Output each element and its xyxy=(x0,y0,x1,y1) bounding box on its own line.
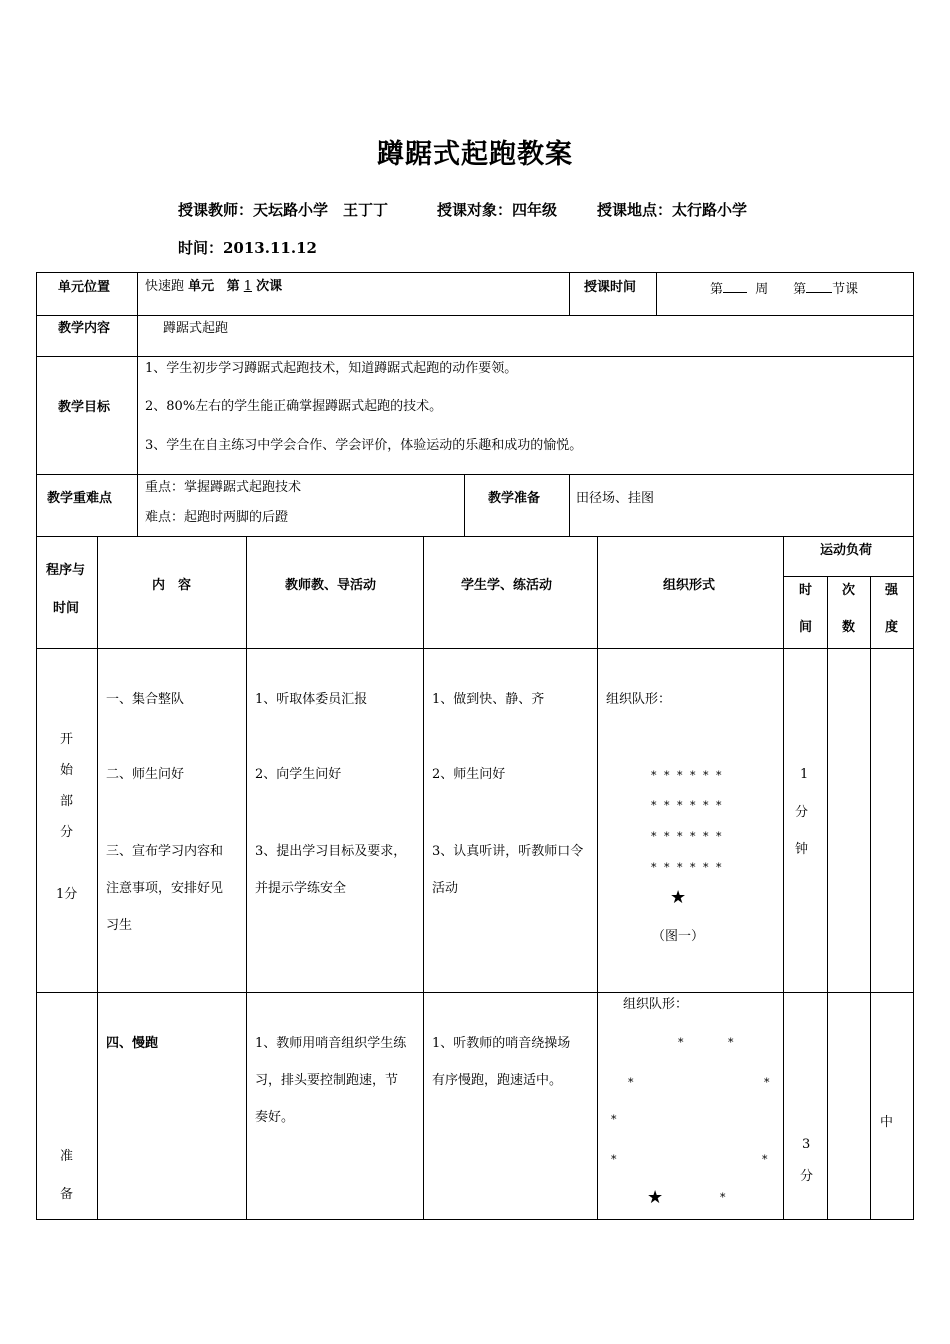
section2-teacher: 1、教师用哨音组织学生练 xyxy=(255,1036,407,1051)
section2-org-label: 组织队形： xyxy=(623,997,689,1012)
header-procedure: 程序与 xyxy=(46,563,86,578)
runner-dot: * xyxy=(678,1036,684,1049)
header-load-count: 数 xyxy=(842,620,856,635)
runner-dot: * xyxy=(611,1153,617,1166)
section1-org-label: 组织队形： xyxy=(606,692,672,707)
prep-label: 教学准备 xyxy=(488,491,541,506)
class-time-value: 第 周 第 节课 xyxy=(710,282,859,297)
teacher-info: 授课教师：天坛路小学 王丁丁 xyxy=(178,201,389,219)
target-info: 授课对象：四年级 xyxy=(437,201,558,219)
header-load-intensity: 度 xyxy=(885,620,899,635)
section1-teacher: 并提示学练安全 xyxy=(255,881,347,896)
header-content: 内 容 xyxy=(152,578,192,593)
section1-duration: 1分 xyxy=(56,887,78,902)
runner-dot: * xyxy=(628,1076,634,1089)
runner-dot: * xyxy=(611,1113,617,1126)
key-point: 重点：掌握蹲踞式起跑技术 xyxy=(145,480,302,495)
section1-label: 部 xyxy=(60,794,74,809)
section2-teacher: 奏好。 xyxy=(255,1110,295,1125)
section1-label: 始 xyxy=(60,763,74,778)
section1-content: 三、宣布学习内容和 xyxy=(106,844,224,859)
formation-row: * * * * * * xyxy=(651,861,724,874)
header-organization: 组织形式 xyxy=(663,578,716,593)
hard-point: 难点：起跑时两脚的后蹬 xyxy=(145,510,289,525)
header-load-time: 间 xyxy=(799,620,813,635)
class-time-label: 授课时间 xyxy=(584,280,637,295)
formation-row: * * * * * * xyxy=(651,799,724,812)
section2-teacher: 习，排头要控制跑速，节 xyxy=(255,1073,399,1088)
teacher-star-icon: ★ xyxy=(670,887,687,908)
unit-value: 快速跑 单元 第 1 次课 xyxy=(145,279,283,294)
content-value: 蹲踞式起跑 xyxy=(163,321,229,336)
unit-label: 单元位置 xyxy=(58,280,111,295)
formation-row: * * * * * * xyxy=(651,769,724,782)
section1-student: 1、做到快、静、齐 xyxy=(432,692,545,707)
goal-item: 2、80%左右的学生能正确掌握蹲踞式起跑的技术。 xyxy=(145,399,443,414)
location-info: 授课地点：太行路小学 xyxy=(597,201,748,219)
section2-content: 四、慢跑 xyxy=(106,1036,159,1051)
section1-label: 开 xyxy=(60,732,74,747)
page-title: 蹲踞式起跑教案 xyxy=(377,139,573,170)
section2-label: 准 xyxy=(60,1149,74,1164)
section1-label: 分 xyxy=(60,825,74,840)
section1-student: 2、师生问好 xyxy=(432,767,506,782)
header-load-intensity: 强 xyxy=(885,583,899,598)
section2-time: 分 xyxy=(800,1169,814,1184)
header-load-count: 次 xyxy=(842,583,856,598)
section1-student: 活动 xyxy=(432,881,459,896)
section1-time: 分 xyxy=(795,805,809,820)
teacher-star-icon: ★ xyxy=(647,1187,664,1208)
figure-caption: （图一） xyxy=(652,929,705,944)
time-info: 时间：2013.11.12 xyxy=(178,239,317,257)
goal-item: 3、学生在自主练习中学会合作、学会评价，体验运动的乐趣和成功的愉悦。 xyxy=(145,438,583,453)
section1-content: 二、师生问好 xyxy=(106,767,185,782)
section2-label: 备 xyxy=(60,1187,74,1202)
header-student: 学生学、练活动 xyxy=(461,578,553,593)
section1-time: 1 xyxy=(800,767,809,782)
runner-dot: * xyxy=(728,1036,734,1049)
runner-dot: * xyxy=(764,1076,770,1089)
header-load-time: 时 xyxy=(799,583,813,598)
formation-row: * * * * * * xyxy=(651,830,724,843)
section1-teacher: 2、向学生问好 xyxy=(255,767,342,782)
section2-student: 1、听教师的哨音绕操场 xyxy=(432,1036,571,1051)
section2-time: 3 xyxy=(802,1137,811,1152)
goal-item: 1、学生初步学习蹲踞式起跑技术，知道蹲踞式起跑的动作要领。 xyxy=(145,361,518,376)
prep-value: 田径场、挂图 xyxy=(576,491,655,506)
section1-content: 注意事项，安排好见 xyxy=(106,881,224,896)
section2-intensity: 中 xyxy=(880,1115,894,1130)
header-teacher: 教师教、导活动 xyxy=(285,578,377,593)
section1-teacher: 1、听取体委员汇报 xyxy=(255,692,368,707)
section1-content: 一、集合整队 xyxy=(106,692,185,707)
header-load: 运动负荷 xyxy=(820,543,873,558)
runner-dot: * xyxy=(762,1153,768,1166)
section1-student: 3、认真听讲，听教师口令 xyxy=(432,844,584,859)
header-procedure-time: 时间 xyxy=(53,601,80,616)
section1-teacher: 3、提出学习目标及要求， xyxy=(255,844,407,859)
runner-dot: * xyxy=(720,1191,726,1204)
section2-student: 有序慢跑，跑速适中。 xyxy=(432,1073,563,1088)
goals-label: 教学目标 xyxy=(58,400,111,415)
content-label: 教学内容 xyxy=(58,321,111,336)
difficulty-label: 教学重难点 xyxy=(47,491,113,506)
section1-time: 钟 xyxy=(795,842,809,857)
section1-content: 习生 xyxy=(106,918,133,933)
